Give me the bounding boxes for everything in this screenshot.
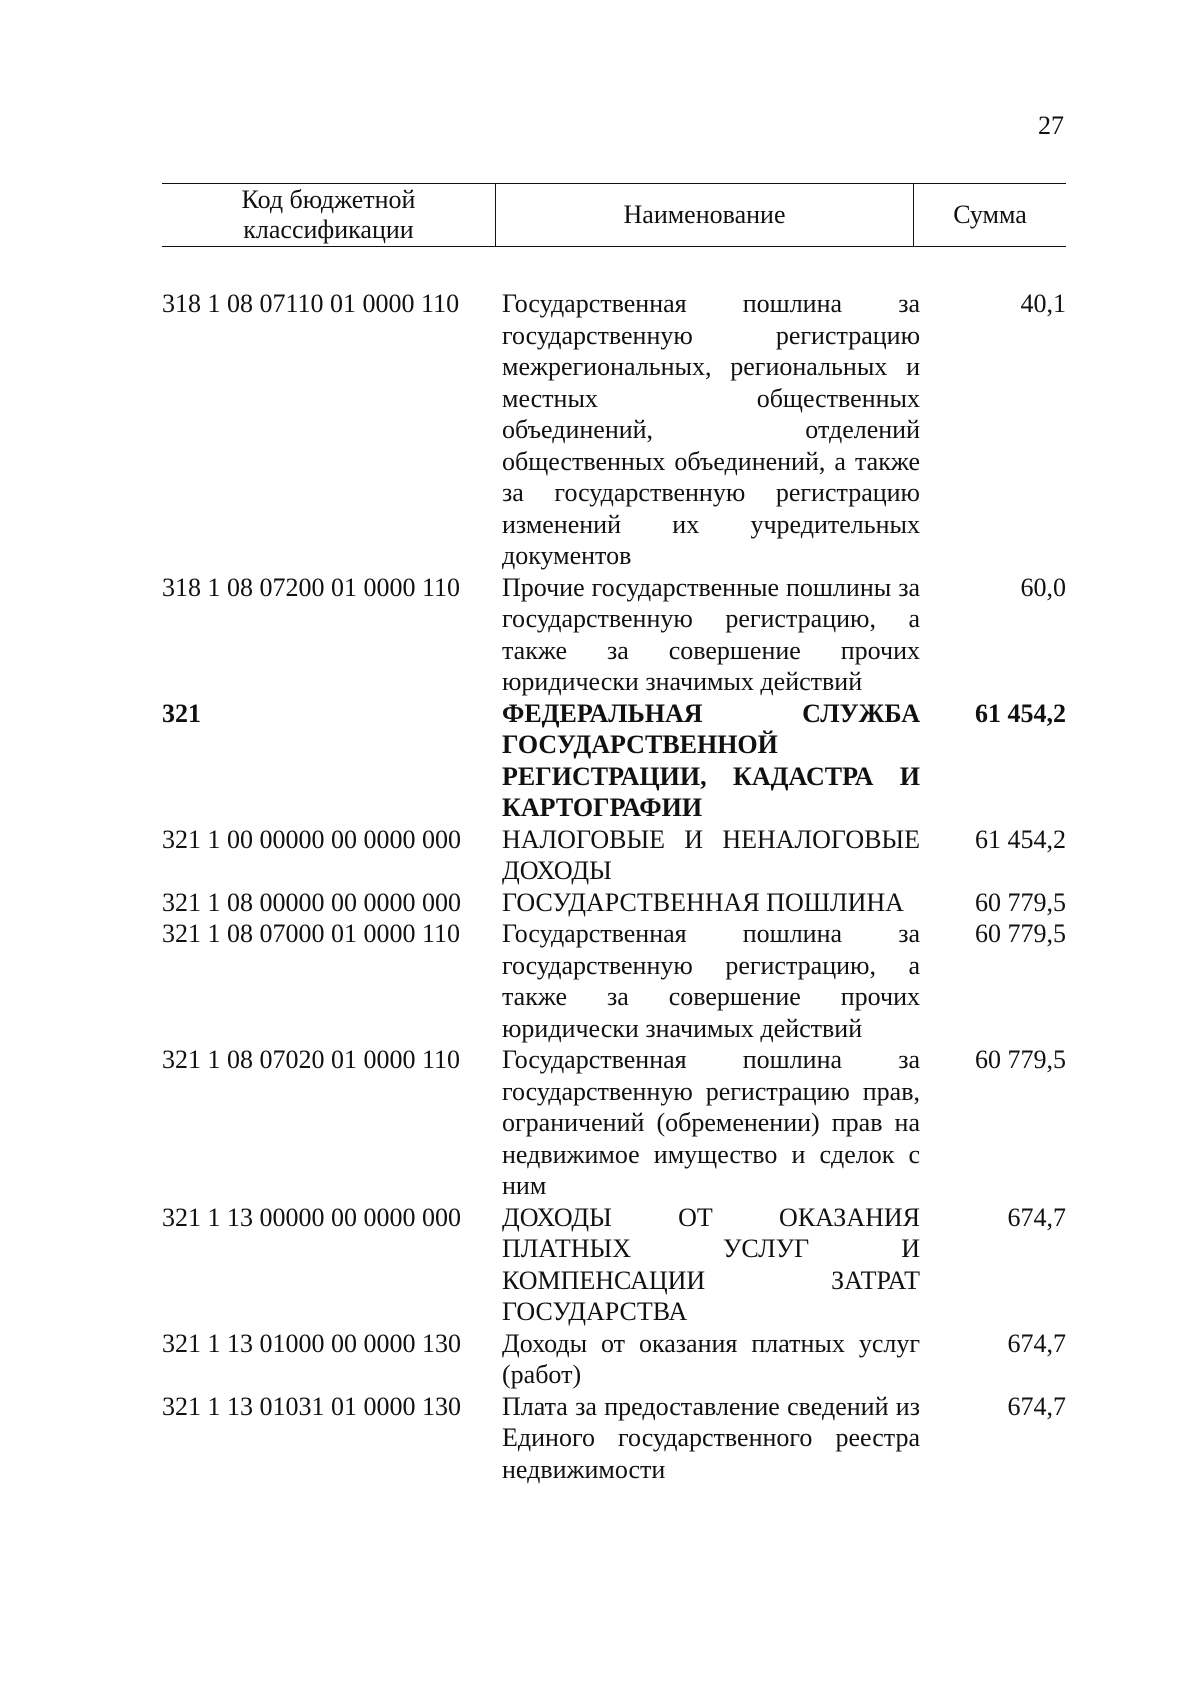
row-code: 321 1 08 07000 01 0000 110: [162, 919, 461, 948]
row-name: ФЕДЕРАЛЬНАЯ СЛУЖБА ГОСУДАРСТВЕННОЙ РЕГИСТРАЦИИ, КАДАСТРА И КАРТОГРАФИИ: [502, 698, 920, 822]
table-row: [162, 887, 1066, 919]
table-row: [162, 1044, 1066, 1202]
table-row: [162, 572, 1066, 698]
table-row-section: [162, 698, 1066, 824]
row-sum: 674,7: [1007, 1328, 1066, 1358]
row-code: 321 1 13 01000 00 0000 130: [162, 1328, 461, 1358]
header-sum: Сумма: [953, 200, 1027, 229]
table-body: [162, 288, 1066, 1485]
row-sum: 61 454,2: [975, 824, 1066, 854]
row-name: Государственная пошлина за государственную регистрацию, а также за совершение прочих юридически значимых действий: [502, 919, 920, 1043]
table-header: [162, 183, 1066, 247]
row-code: 321 1 08 00000 00 0000 000: [162, 887, 461, 917]
header-name: Наименование: [496, 184, 914, 246]
row-sum: 60 779,5: [975, 887, 1066, 917]
row-name: Доходы от оказания платных услуг (работ): [502, 1328, 920, 1389]
row-code: 318 1 08 07200 01 0000 110: [162, 572, 461, 602]
row-name: ДОХОДЫ ОТ ОКАЗАНИЯ ПЛАТНЫХ УСЛУГ И КОМПЕНСАЦИИ ЗАТРАТ ГОСУДАРСТВА: [502, 1202, 920, 1326]
row-sum: 60 779,5: [975, 919, 1066, 948]
table-row: [162, 918, 1066, 1044]
row-code: 321: [162, 698, 201, 728]
row-code: 321 1 13 00000 00 0000 000: [162, 1202, 461, 1232]
row-sum: 60 779,5: [975, 1045, 1066, 1074]
row-sum: 674,7: [1007, 1202, 1066, 1232]
header-code: Код бюджетной классификации: [162, 184, 496, 246]
table-row: [162, 1391, 1066, 1486]
row-name: Прочие государственные пошлины за государственную регистрацию, а также за совершение прочих юридически значимых действий: [502, 572, 920, 696]
row-code: 321 1 08 07020 01 0000 110: [162, 1045, 461, 1074]
table-row: [162, 288, 1066, 572]
page-number: 27: [1038, 111, 1064, 140]
table-row: [162, 1328, 1066, 1391]
row-code: 321 1 13 01031 01 0000 130: [162, 1391, 461, 1421]
row-code: 321 1 00 00000 00 0000 000: [162, 824, 461, 854]
row-sum: 674,7: [1007, 1391, 1066, 1421]
table-row: [162, 1202, 1066, 1328]
table-row: [162, 824, 1066, 887]
row-name: Плата за предоставление сведений из Единого государственного реестра недвижимости: [502, 1391, 920, 1484]
row-sum: 40,1: [1020, 289, 1066, 318]
row-sum: 61 454,2: [975, 698, 1066, 728]
row-name: НАЛОГОВЫЕ И НЕНАЛОГОВЫЕ ДОХОДЫ: [502, 824, 920, 885]
row-name: Государственная пошлина за государственную регистрацию межрегиональных, региональных и местных общественных объединений, отделений общественных объединений, а также за государственную регистрацию изменений их учредительных документов: [502, 289, 920, 570]
row-sum: 60,0: [1020, 572, 1066, 602]
row-name: Государственная пошлина за государственную регистрацию прав, ограничений (обременении) прав на недвижимое имущество и сделок с ним: [502, 1045, 920, 1200]
row-name: ГОСУДАРСТВЕННАЯ ПОШЛИНА: [502, 887, 904, 917]
row-code: 318 1 08 07110 01 0000 110: [162, 289, 460, 318]
